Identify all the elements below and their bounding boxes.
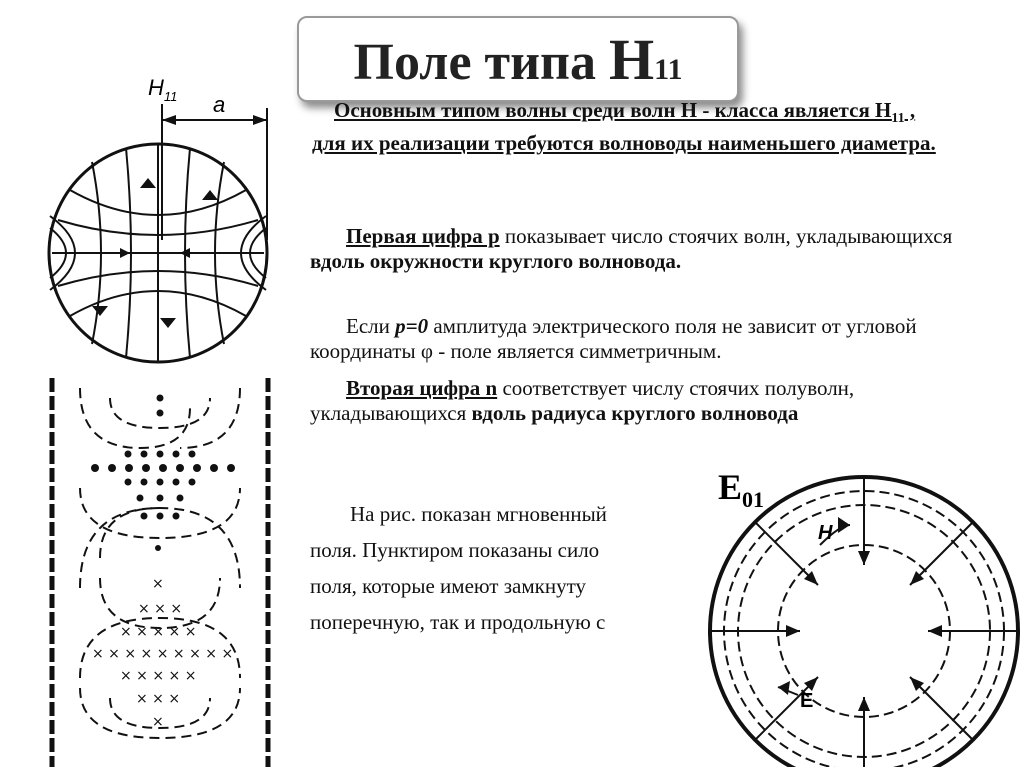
e01-label: $E_{01}$: [718, 467, 765, 512]
longitudinal-field-figure: [40, 378, 280, 767]
svg-text:× × × × × × × × ×: × × × × × × × × ×: [92, 646, 234, 662]
p5-line-3: поля, которые имеют замкнуту: [310, 574, 586, 598]
title-box: [297, 16, 739, 102]
p3-p-value: р=0: [395, 314, 429, 338]
dimension-arrow-left: [162, 115, 176, 125]
svg-text:× × × × ×: × × × × ×: [120, 668, 197, 684]
p2-lead: Первая цифра р: [346, 224, 500, 248]
h11-cross-section-figure: [30, 70, 290, 370]
dimension-arrow-right: [253, 115, 267, 125]
p5-line-2: поля. Пунктиром показаны сило: [310, 538, 600, 562]
p2-mid: показывает число стоячих волн, укладывающихся: [499, 224, 953, 248]
p3-text-b: амплитуда электрического поля не зависит от угловой координаты φ - поле является симметричным.: [310, 314, 917, 363]
svg-text:×: ×: [152, 576, 164, 592]
paragraph-4: [310, 376, 990, 426]
dimension-a-label: a: [213, 92, 226, 117]
p4-tail: вдоль радиуса круглого волновода: [471, 401, 799, 425]
p4-lead: Вторая цифра n: [346, 376, 498, 400]
title-subscript: 11: [654, 52, 683, 86]
svg-text:× × × × ×: × × × × ×: [120, 624, 197, 640]
p5-line-1: На рис. показан мгновенный: [350, 502, 607, 526]
p1-text-b: , для их реализации требуются волноводы наименьшего диаметра.: [312, 98, 936, 156]
p1-text-a: Основным типом волны среди волн Н - класса является Н: [334, 98, 892, 122]
paragraph-2: [310, 224, 970, 274]
p4-mid: соответствует числу стоячих полуволн, укладывающихся: [310, 376, 855, 425]
h11-label: $H_{11}$: [148, 75, 178, 104]
p3-text-a: Если: [346, 314, 396, 338]
svg-text:×: ×: [152, 714, 164, 730]
title-letter: H: [609, 26, 655, 92]
title-main: Поле типа: [353, 33, 609, 91]
p5-line-4: поперечную, так и продольную с: [310, 610, 606, 634]
p1-subscript: 11: [891, 111, 905, 127]
p2-tail: вдоль окружности круглого волновода.: [310, 249, 682, 273]
e01-cross-section-figure: [700, 455, 1024, 767]
h-field-label: H: [818, 522, 833, 544]
paragraph-3: [310, 314, 1010, 364]
e-field-label: E: [800, 690, 814, 712]
paragraph-1: [312, 98, 952, 156]
svg-text:× × ×: × × ×: [138, 601, 183, 617]
paragraph-5: [310, 496, 710, 640]
svg-text:× × ×: × × ×: [136, 691, 181, 707]
slide-title: [354, 26, 683, 93]
